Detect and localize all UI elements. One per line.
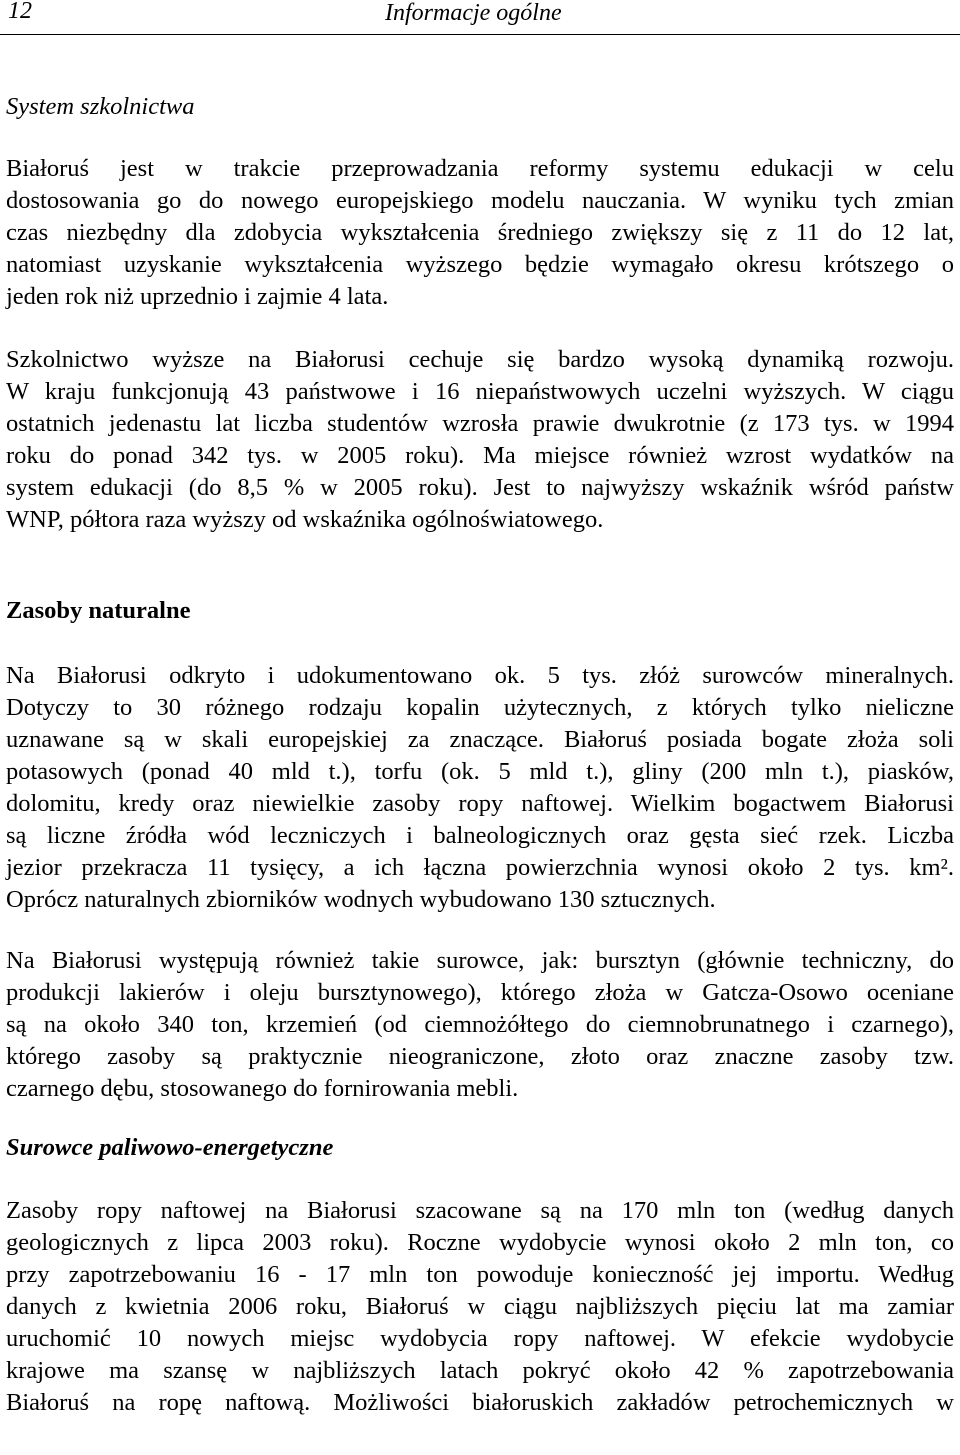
running-title: Informacje ogólne — [385, 0, 562, 26]
header-rule — [0, 34, 960, 35]
text-line: danych z kwietnia 2006 roku, Białoruś w ciągu najbliższych pięciu lat ma zamiar — [6, 1293, 954, 1320]
text-line: jeden rok niż uprzednio i zajmie 4 lata. — [6, 283, 389, 310]
text-line: uznawane są w skali europejskiej za znaczące. Białoruś posiada bogate złoża soli — [6, 726, 954, 753]
text-line: WNP, półtora raza wyższy od wskaźnika ogólnoświatowego. — [6, 506, 604, 533]
text-line: ostatnich jedenastu lat liczba studentów wzrosła prawie dwukrotnie (z 173 tys. w 1994 — [6, 410, 954, 437]
text-line: dostosowania go do nowego europejskiego modelu nauczania. W wyniku tych zmian — [6, 187, 954, 214]
text-line: Zasoby ropy naftowej na Białorusi szacowane są na 170 mln ton (według danych — [6, 1197, 954, 1224]
text-line: krajowe ma szansę w najbliższych latach pokryć około 42 % zapotrzebowania — [6, 1357, 954, 1384]
text-line: natomiast uzyskanie wykształcenia wyższego będzie wymagało okresu krótszego o — [6, 251, 954, 278]
page-number: 12 — [8, 0, 32, 24]
text-line: uruchomić 10 nowych miejsc wydobycia ropy naftowej. W efekcie wydobycie — [6, 1325, 954, 1352]
text-line: Szkolnictwo wyższe na Białorusi cechuje się bardzo wysoką dynamiką rozwoju. — [6, 346, 954, 373]
text-line: Białoruś jest w trakcie przeprowadzania reformy systemu edukacji w celu — [6, 155, 954, 182]
text-line: są na około 340 ton, krzemień (od ciemnożółtego do ciemnobrunatnego i czarnego), — [6, 1011, 954, 1038]
text-line: czarnego dębu, stosowanego do fornirowania mebli. — [6, 1075, 519, 1102]
page-header — [0, 0, 960, 40]
text-line: Dotyczy to 30 różnego rodzaju kopalin użytecznych, z których tylko nieliczne — [6, 694, 954, 721]
text-line: Na Białorusi odkryto i udokumentowano ok. 5 tys. złóż surowców mineralnych. — [6, 662, 954, 689]
text-line: Na Białorusi występują również takie surowce, jak: bursztyn (głównie techniczny, do — [6, 947, 954, 974]
text-line: dolomitu, kredy oraz niewielkie zasoby ropy naftowej. Wielkim bogactwem Białorusi — [6, 790, 954, 817]
text-line: W kraju funkcjonują 43 państwowe i 16 niepaństwowych uczelni wyższych. W ciągu — [6, 378, 954, 405]
paragraph — [6, 1195, 954, 1419]
text-line: Białoruś na ropę naftową. Możliwości białoruskich zakładów petrochemicznych w — [6, 1389, 954, 1416]
text-line: geologicznych z lipca 2003 roku). Roczne wydobycie wynosi około 2 mln ton, co — [6, 1229, 954, 1256]
paragraph — [6, 660, 954, 916]
text-line: roku do ponad 342 tys. w 2005 roku). Ma miejsce również wzrost wydatków na — [6, 442, 954, 469]
text-line: czas niezbędny dla zdobycia wykształcenia średniego zwiększy się z 11 do 12 lat, — [6, 219, 954, 246]
text-line: produkcji lakierów i oleju bursztynowego), którego złoża w Gatcza-Osowo oceniane — [6, 979, 954, 1006]
section-heading-school-system: System szkolnictwa — [6, 93, 195, 120]
text-line: Oprócz naturalnych zbiorników wodnych wybudowano 130 sztucznych. — [6, 886, 716, 913]
text-line: jezior przekracza 11 tysięcy, a ich łączna powierzchnia wynosi około 2 tys. km². — [6, 854, 954, 881]
text-line: którego zasoby są praktycznie nieograniczone, złoto oraz znaczne zasoby tzw. — [6, 1043, 954, 1070]
text-line: system edukacji (do 8,5 % w 2005 roku). Jest to najwyższy wskaźnik wśród państw — [6, 474, 954, 501]
section-heading-fuel-resources: Surowce paliwowo-energetyczne — [6, 1134, 334, 1161]
text-line: potasowych (ponad 40 mld t.), torfu (ok. 5 mld t.), gliny (200 mln t.), piasków, — [6, 758, 954, 785]
section-heading-natural-resources: Zasoby naturalne — [6, 597, 191, 624]
paragraph — [6, 344, 954, 536]
paragraph — [6, 945, 954, 1105]
text-line: są liczne źródła wód leczniczych i balneologicznych oraz gęsta sieć rzek. Liczba — [6, 822, 954, 849]
text-line: przy zapotrzebowaniu 16 - 17 mln ton powoduje konieczność jej importu. Według — [6, 1261, 954, 1288]
paragraph — [6, 153, 954, 313]
